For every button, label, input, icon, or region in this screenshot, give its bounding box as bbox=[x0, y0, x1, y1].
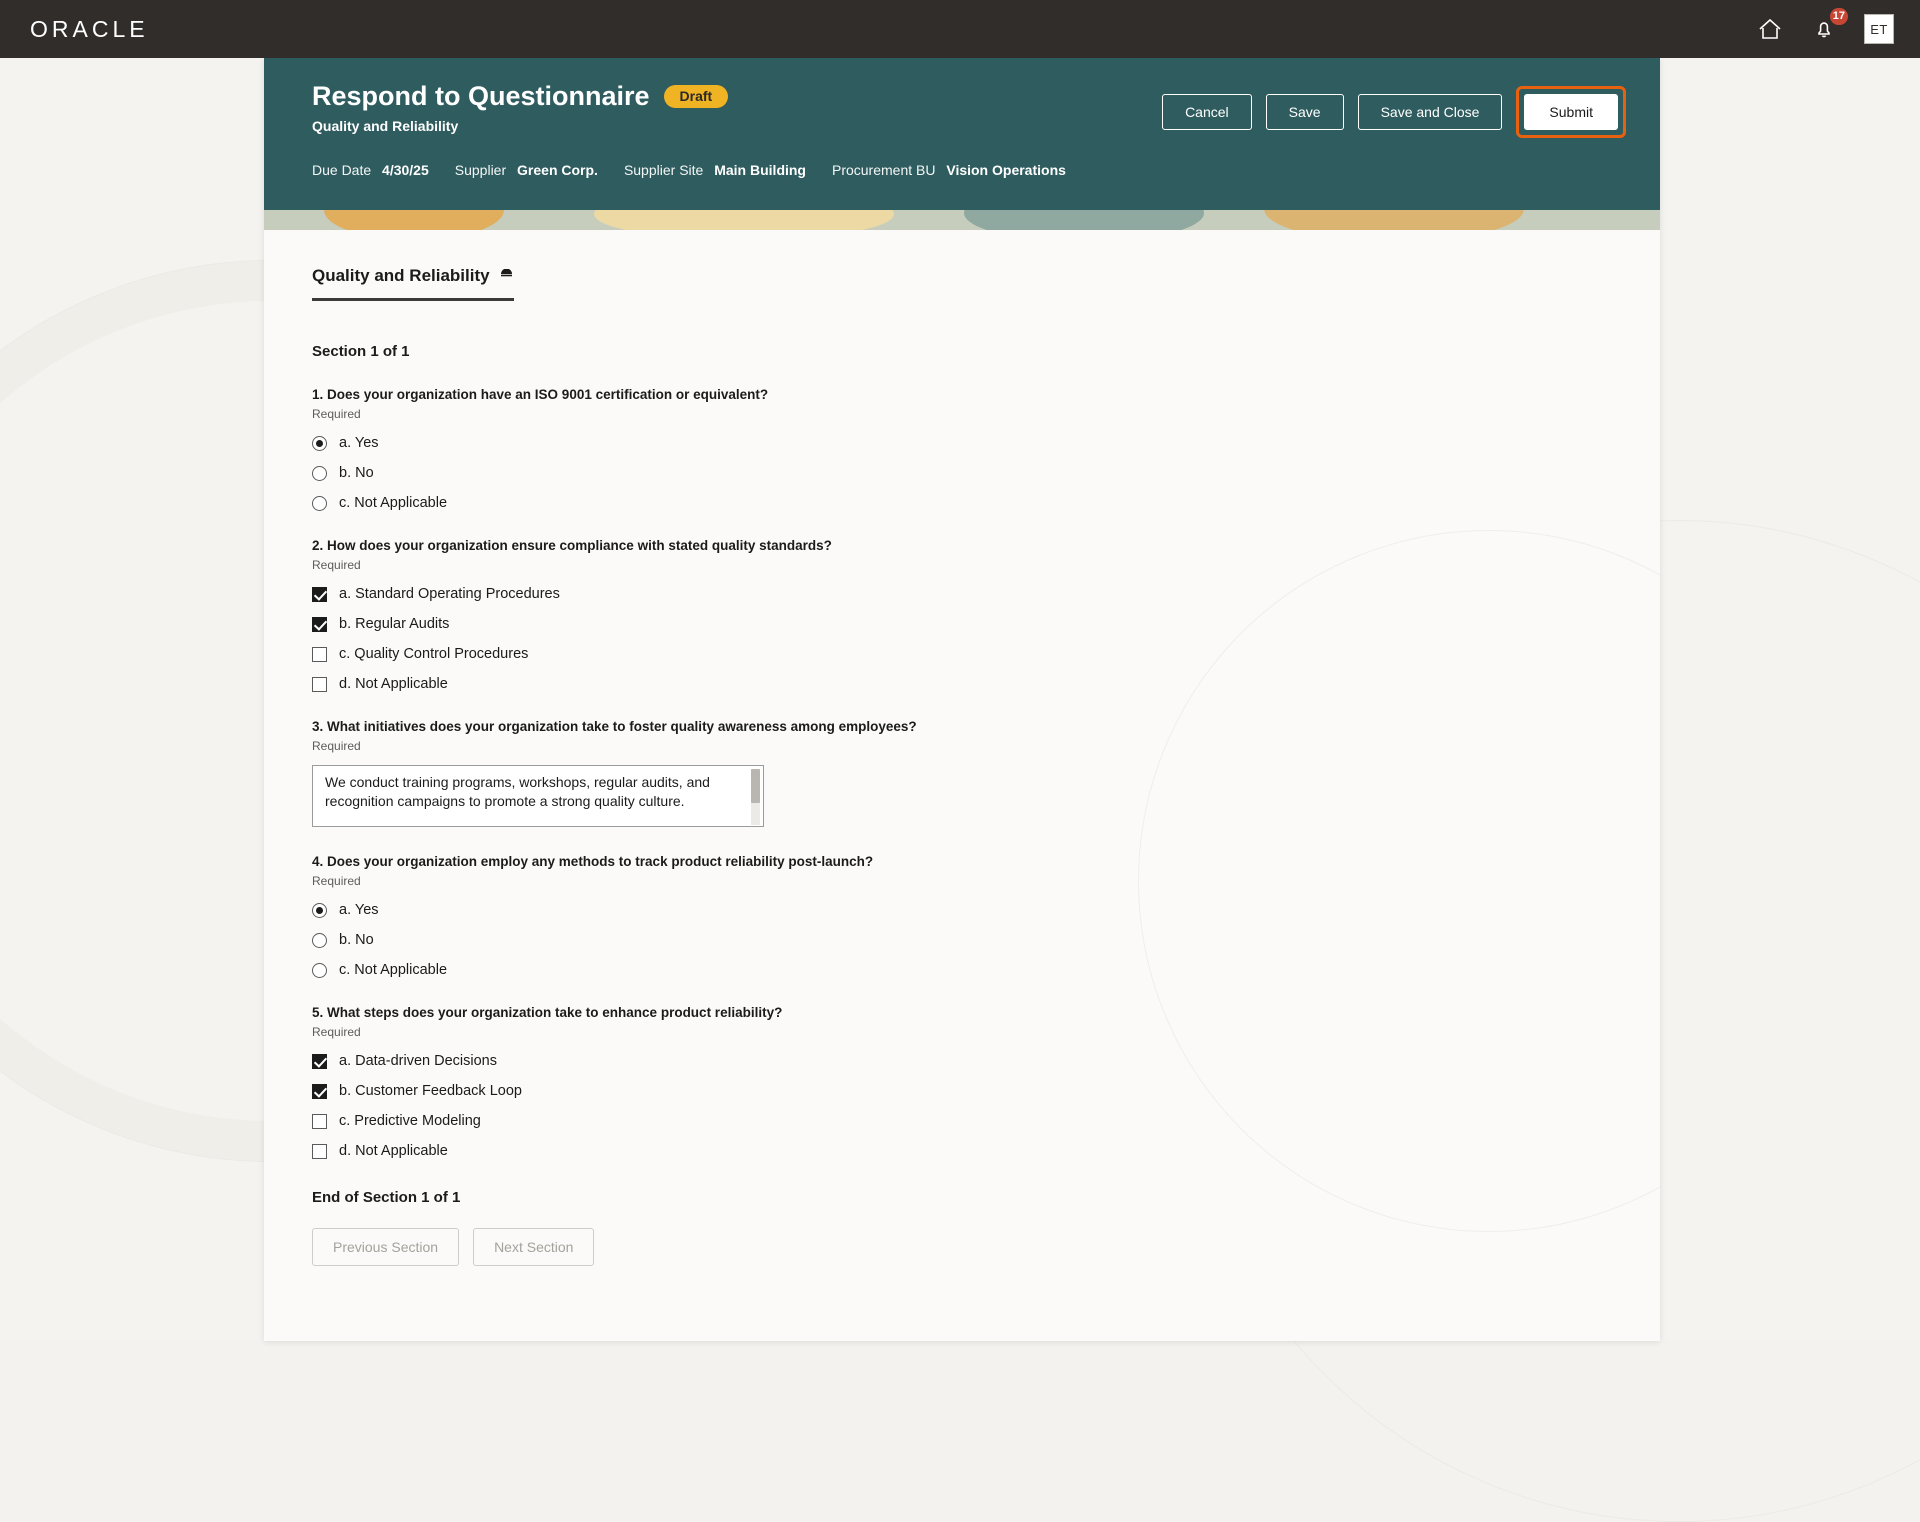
end-of-section-label: End of Section 1 of 1 bbox=[312, 1189, 1612, 1206]
question-required-label: Required bbox=[312, 874, 1612, 888]
decorative-band bbox=[264, 210, 1660, 230]
meta-supplier-site-label: Supplier Site bbox=[624, 162, 703, 178]
save-and-close-button[interactable]: Save and Close bbox=[1358, 94, 1503, 130]
question-2 bbox=[312, 538, 1612, 692]
option-2a[interactable] bbox=[312, 586, 1612, 602]
cancel-button[interactable]: Cancel bbox=[1162, 94, 1252, 130]
option-4c[interactable] bbox=[312, 962, 1612, 978]
radio-icon[interactable] bbox=[312, 933, 327, 948]
option-2d[interactable] bbox=[312, 676, 1612, 692]
header-top-row bbox=[312, 80, 1626, 138]
band-shape bbox=[594, 210, 894, 230]
meta-supplier-site-value: Main Building bbox=[714, 162, 806, 178]
question-1 bbox=[312, 387, 1612, 511]
meta-procurement-bu bbox=[832, 162, 1066, 178]
option-label: a. Standard Operating Procedures bbox=[339, 586, 560, 602]
question-text: 1. Does your organization have an ISO 9001 certification or equivalent? bbox=[312, 387, 1612, 402]
question-text: 4. Does your organization employ any methods to track product reliability post-launch? bbox=[312, 854, 1612, 869]
meta-due-date-label: Due Date bbox=[312, 162, 371, 178]
radio-icon[interactable] bbox=[312, 436, 327, 451]
question-4 bbox=[312, 854, 1612, 978]
option-label: d. Not Applicable bbox=[339, 676, 448, 692]
option-label: b. Regular Audits bbox=[339, 616, 449, 632]
radio-icon[interactable] bbox=[312, 963, 327, 978]
option-label: a. Yes bbox=[339, 902, 379, 918]
questionnaire-panel bbox=[264, 58, 1660, 1341]
option-1b[interactable] bbox=[312, 465, 1612, 481]
radio-icon[interactable] bbox=[312, 466, 327, 481]
option-label: b. Customer Feedback Loop bbox=[339, 1083, 522, 1099]
global-header-actions bbox=[1756, 14, 1894, 44]
questionnaire-header bbox=[264, 58, 1660, 210]
option-4a[interactable] bbox=[312, 902, 1612, 918]
option-label: c. Not Applicable bbox=[339, 962, 447, 978]
header-title-block bbox=[312, 80, 728, 134]
option-5b[interactable] bbox=[312, 1083, 1612, 1099]
option-5c[interactable] bbox=[312, 1113, 1612, 1129]
option-label: c. Predictive Modeling bbox=[339, 1113, 481, 1129]
status-badge: Draft bbox=[664, 85, 729, 108]
band-shape bbox=[964, 210, 1204, 230]
question-text: 2. How does your organization ensure compliance with stated quality standards? bbox=[312, 538, 1612, 553]
option-label: c. Quality Control Procedures bbox=[339, 646, 528, 662]
option-label: b. No bbox=[339, 465, 374, 481]
checkbox-icon[interactable] bbox=[312, 1114, 327, 1129]
bell-icon[interactable] bbox=[1810, 15, 1838, 43]
meta-procurement-bu-value: Vision Operations bbox=[946, 162, 1066, 178]
tab-label: Quality and Reliability bbox=[312, 266, 490, 286]
checkbox-icon[interactable] bbox=[312, 1054, 327, 1069]
question-required-label: Required bbox=[312, 739, 1612, 753]
option-5d[interactable] bbox=[312, 1143, 1612, 1159]
meta-supplier bbox=[455, 162, 598, 178]
meta-supplier-label: Supplier bbox=[455, 162, 506, 178]
radio-icon[interactable] bbox=[312, 496, 327, 511]
page-subtitle: Quality and Reliability bbox=[312, 118, 728, 134]
submit-button-highlight bbox=[1516, 86, 1626, 138]
question-text: 3. What initiatives does your organization take to foster quality awareness among employees? bbox=[312, 719, 1612, 734]
meta-due-date bbox=[312, 162, 429, 178]
option-label: a. Data-driven Decisions bbox=[339, 1053, 497, 1069]
previous-section-button[interactable]: Previous Section bbox=[312, 1228, 459, 1266]
header-meta bbox=[312, 162, 1626, 178]
option-1c[interactable] bbox=[312, 495, 1612, 511]
question-required-label: Required bbox=[312, 1025, 1612, 1039]
section-navigation bbox=[312, 1228, 1612, 1266]
question-3 bbox=[312, 719, 1612, 827]
option-5a[interactable] bbox=[312, 1053, 1612, 1069]
questionnaire-body bbox=[264, 230, 1660, 1341]
checkbox-icon[interactable] bbox=[312, 1144, 327, 1159]
page-title-row bbox=[312, 80, 728, 112]
option-label: c. Not Applicable bbox=[339, 495, 447, 511]
avatar[interactable]: ET bbox=[1864, 14, 1894, 44]
question-5 bbox=[312, 1005, 1612, 1159]
notification-count-badge: 17 bbox=[1830, 8, 1848, 25]
question-required-label: Required bbox=[312, 558, 1612, 572]
option-label: d. Not Applicable bbox=[339, 1143, 448, 1159]
chevron-down-icon[interactable] bbox=[499, 269, 514, 284]
checkbox-icon[interactable] bbox=[312, 587, 327, 602]
checkbox-icon[interactable] bbox=[312, 677, 327, 692]
meta-procurement-bu-label: Procurement BU bbox=[832, 162, 935, 178]
response-textarea-value: We conduct training programs, workshops, regular audits, and recognition campaigns to promote a strong quality culture. bbox=[325, 774, 710, 809]
save-button[interactable]: Save bbox=[1266, 94, 1344, 130]
tab-quality-and-reliability[interactable] bbox=[312, 266, 514, 301]
section-title: Section 1 of 1 bbox=[312, 343, 1612, 360]
meta-due-date-value: 4/30/25 bbox=[382, 162, 429, 178]
page-title: Respond to Questionnaire bbox=[312, 80, 650, 112]
option-1a[interactable] bbox=[312, 435, 1612, 451]
option-2b[interactable] bbox=[312, 616, 1612, 632]
option-4b[interactable] bbox=[312, 932, 1612, 948]
meta-supplier-site bbox=[624, 162, 806, 178]
header-action-buttons bbox=[1162, 80, 1626, 138]
option-2c[interactable] bbox=[312, 646, 1612, 662]
global-header-bar bbox=[0, 0, 1920, 58]
textarea-scroll-thumb[interactable] bbox=[751, 769, 760, 803]
question-required-label: Required bbox=[312, 407, 1612, 421]
response-textarea[interactable] bbox=[312, 765, 764, 827]
checkbox-icon[interactable] bbox=[312, 617, 327, 632]
option-label: b. No bbox=[339, 932, 374, 948]
meta-supplier-value: Green Corp. bbox=[517, 162, 598, 178]
next-section-button[interactable]: Next Section bbox=[473, 1228, 594, 1266]
checkbox-icon[interactable] bbox=[312, 1084, 327, 1099]
submit-button[interactable]: Submit bbox=[1524, 94, 1618, 130]
option-label: a. Yes bbox=[339, 435, 379, 451]
checkbox-icon[interactable] bbox=[312, 647, 327, 662]
radio-icon[interactable] bbox=[312, 903, 327, 918]
question-text: 5. What steps does your organization take to enhance product reliability? bbox=[312, 1005, 1612, 1020]
band-shape bbox=[1264, 210, 1524, 230]
home-icon[interactable] bbox=[1756, 15, 1784, 43]
oracle-logo: ORACLE bbox=[30, 16, 149, 43]
band-shape bbox=[324, 210, 504, 230]
